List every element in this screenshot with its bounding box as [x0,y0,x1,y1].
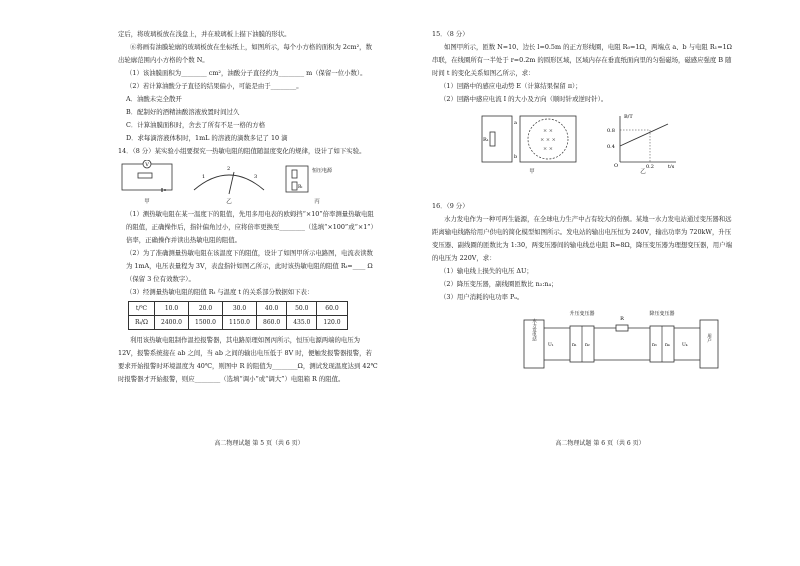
table-cell: 120.0 [317,316,347,330]
table-cell: 1500.0 [189,316,223,330]
question-part: （3）经测量热敏电阻的阻值 Rₜ 与温度 t 的关系部分数据如下表： [126,288,314,296]
table-cell: 20.0 [189,302,223,316]
page-6 [400,0,800,566]
question-15-heading: 15．（8 分） [432,30,469,38]
table-cell: 2400.0 [155,316,189,330]
page-footer: 高二物理试题 第 5 页（共 6 页） [214,440,304,447]
question-part: （2）若计算油酸分子直径的结果偏小，可能是由于________。 [126,82,303,90]
figure-row-15 [480,110,736,176]
voltmeter-label: V [145,162,149,168]
table-header: Rₜ/Ω [129,316,155,330]
tick-label: 0.8 [607,128,615,134]
table-cell: 40.0 [257,302,287,316]
x-axis-label: t/s [668,164,675,168]
caption-jia: 甲 [529,169,535,175]
tick-label: 0.2 [646,164,654,168]
u1-label: U₁ [548,343,554,348]
b-t-graph [606,110,680,168]
scale-label: 2 [227,166,231,172]
n3-label: n₃ [652,343,657,348]
table-row [129,302,348,316]
option-d: D．求每滴溶液体积时，1mL 的溶液的滴数多记了 10 滴 [126,134,288,142]
question-part: （3）用户消耗的电功率 Pᵤ。 [440,293,524,301]
caption-bing: 丙 [314,199,320,205]
power-transmission-diagram [522,308,722,374]
u4-label: U₄ [682,343,688,348]
table-header: t/℃ [129,302,155,316]
scale-label: 3 [254,174,258,180]
question-part: （1）回路中的感应电动势 E（计算结果保留 π）； [440,82,582,90]
origin-label: O [614,163,619,168]
table-cell: 10.0 [155,302,189,316]
table-cell: 50.0 [287,302,317,316]
text-line: 定后，将玻璃板放在浅盘上，并在玻璃板上描下油膜的形状。 [118,30,291,38]
question-text: 水力发电作为一种可再生能源，在全球电力生产中占有较大的份额。某地一水力发电站通过变压器和远距离输电线路给用户供电的简化模型如图所示。发电站的输出电压恒为 240V，输出功率为 720kW，升压变压器、副线圈的匝数比为 1:30，两变压器间的输电线总电阻 R=8Ω，降压变压器为理想变压器，用户端的电压为 220V，求： [432,215,732,262]
option-a: A．油酸未完全散开 [126,95,182,103]
question-part: （2）回路中感应电流 I 的大小及方向（顺时针或逆时针）。 [440,95,608,103]
alarm-circuit-bing [282,160,352,198]
resistance-table [128,301,348,330]
question-text: 如图甲所示，匝数 N=10、边长 l=0.5m 的正方形线圈，电阻 R₀=1Ω，两端点 a、b 与电阻 R₁=1Ω 串联，在线圈所有一半处于 r=0.2m 的圆形区域，区域内存在垂直纸面向里的匀强磁场，磁感应强度 B 随时间 t 的变化关系如图乙所示，求： [432,43,732,77]
caption-yi: 乙 [640,169,646,175]
rt-label: Rₜ [298,185,303,190]
option-b: B．配制好的酒精油酸溶液放置时间过久 [126,108,240,116]
tick-label: 0.4 [607,144,615,150]
point-a-label: a [514,120,517,126]
svg-text:× ×: × × [543,128,553,134]
question-part: （2）降压变压器，副线圈匝数比 n₃:n₄； [440,280,558,288]
n4-label: n₄ [665,343,670,348]
figure-row-14 [118,160,378,206]
question-14-heading: 14．（8 分）某实验小组要探究一热敏电阻的阻值随温度变化的规律，设计了如下实验。 [118,147,366,155]
caption-jia: 甲 [144,199,150,205]
table-cell: 60.0 [317,302,347,316]
scale-label: 1 [202,174,206,180]
page-footer: 高二物理试题 第 6 页（共 6 页） [555,440,645,447]
question-part: （1）输电线上损失的电压 ΔU； [440,267,533,275]
figure-jia [480,110,584,176]
figure-bing [282,160,352,206]
point-b-label: b [514,154,518,160]
svg-text:× × ×: × × × [540,137,556,143]
table-cell: 1150.0 [223,316,257,330]
table-cell: 435.0 [287,316,317,330]
step-up-label: 升压变压器 [569,311,595,317]
question-part: （2）为了准确测量热敏电阻在该温度下的阻值，设计了如图甲所示电路图，电流表读数为 1mA，电压表量程为 3V，表盘指针如图乙所示，此时该热敏电阻的阻值 Rₜ=____ Ω（保留 3 位有效数字）。 [126,249,373,283]
n2-label: n₂ [585,343,590,348]
circuit-diagram-jia [118,160,176,198]
plant-label: 水力发电站 [531,318,537,342]
step-down-label: 降压变压器 [649,311,675,317]
question-16-heading: 16．（9 分） [432,202,469,210]
coil-field-diagram [480,110,584,168]
resistor-label: R [620,316,624,322]
svg-text:× ×: × × [543,146,553,152]
r1-label: R₁ [483,137,489,143]
text-line: ⑥将画有油膜轮廓的玻璃板放在坐标纸上，如图所示，每个小方格的面积为 2cm²，数出轮廓范围内小方格的个数 N。 [118,43,372,64]
user-label: 用户 [706,333,712,343]
caption-yi: 乙 [226,199,232,205]
table-cell: 30.0 [223,302,257,316]
figure-jia [118,160,176,206]
power-source-label: 恒压电源 [312,168,333,174]
y-axis-label: B/T [624,114,633,120]
table-cell: 860.0 [257,316,287,330]
figure-yi [186,160,272,206]
question-part: （1）该油膜面积为________ cm²，油酸分子直径约为________ m（保留一位小数）。 [126,69,367,77]
table-row [129,316,348,330]
question-part: （1）测热敏电阻在某一温度下的阻值，先用多用电表的欧姆挡“×10”倍率测量热敏电阻的阻值，正确操作后，指针偏角过小，应将倍率更换至________（选填“×100”或“×1”）倍率，正确操作并读出热敏电阻的阻值。 [126,210,377,244]
question-part: 利用该热敏电阻制作温控报警器，其电路原理如图丙所示，恒压电源两端的电压为 12V，报警系统接在 ab 之间，当 ab 之间的输出电压低于 8V 时，便触发报警器报警，若要求开始报警时环境温度为 40℃，则图中 R 的阻值为________Ω，测试发现温度达到 42℃时报警器才开始报警，则应________（选填“调小”或“调大”）电阻箱 R 的阻值。 [118,336,378,383]
meter-dial-yi [186,160,272,198]
n1-label: n₁ [572,343,577,348]
figure-yi [606,110,680,176]
option-c: C．计算油膜面积时，舍去了所有不足一格的方格 [126,121,266,129]
